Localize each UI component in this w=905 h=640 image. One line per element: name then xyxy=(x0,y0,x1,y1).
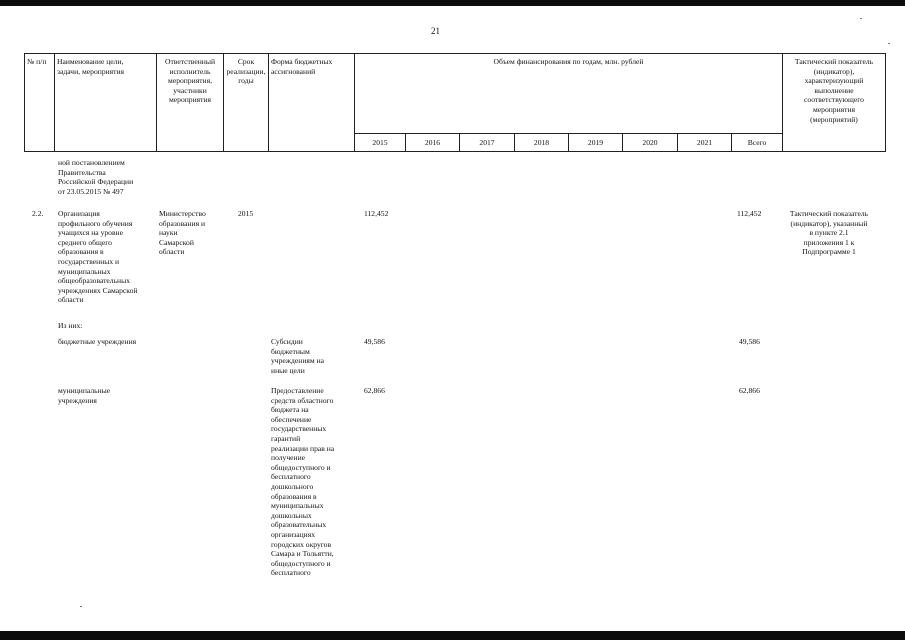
page-number: 21 xyxy=(431,26,440,36)
header-number: № п/п xyxy=(25,54,55,152)
row-municipal-institutions-name: муниципальные учреждения xyxy=(58,386,111,405)
table-header xyxy=(24,53,886,152)
of-which-label: Из них: xyxy=(58,321,83,330)
scan-bottom-edge xyxy=(0,631,905,640)
row-budget-institutions-2015: 49,586 xyxy=(364,337,385,346)
header-budget-form: Форма бюджетных ассигнований xyxy=(269,54,355,152)
row-municipal-institutions-2015: 62,866 xyxy=(364,386,385,395)
row-number: 2.2. xyxy=(32,209,44,218)
row-budget-institutions-name: бюджетные учреждения xyxy=(58,337,137,346)
scan-speck xyxy=(80,606,82,607)
scan-speck xyxy=(860,18,862,19)
row-budget-institutions-total: 49,586 xyxy=(739,337,760,346)
header-responsible: Ответственный исполнитель мероприятия, участники мероприятия xyxy=(157,54,224,152)
header-name: Наименование цели, задачи, мероприятия xyxy=(55,54,157,152)
header-year: 2015 xyxy=(355,134,406,152)
row-responsible: Министерство образования и науки Самарской области xyxy=(159,209,206,257)
continuation-text: ной постановлением Правительства Российской Федерации от 23.05.2015 № 497 xyxy=(58,158,134,196)
row-term: 2015 xyxy=(238,209,254,218)
header-year: 2021 xyxy=(678,134,732,152)
scan-top-edge xyxy=(0,0,905,6)
header-year-total: Всего xyxy=(732,134,783,152)
row-municipal-institutions-form: Предоставление средств областного бюджета на обеспечение государственных гарантий реализации прав на получение общедоступного и бесплатного дошкольного образования в муниципальных дошкольных образовательных организациях городских округов Самара и Тольятти, общедоступного и бесплатного xyxy=(271,386,335,578)
header-indicator: Тактический показатель (индикатор), характеризующий выполнение соответствующего мероприятия (мероприятий) xyxy=(783,54,886,152)
header-year: 2017 xyxy=(460,134,515,152)
header-year: 2020 xyxy=(623,134,678,152)
scan-speck xyxy=(888,43,890,44)
row-indicator: Тактический показатель (индикатор), указанный в пункте 2.1 приложения 1 к Подпрограмме 1 xyxy=(789,209,869,257)
row-budget-institutions-form: Субсидии бюджетным учреждениям на иные цели xyxy=(271,337,325,375)
row-value-2015: 112,452 xyxy=(364,209,389,218)
row-municipal-institutions-total: 62,866 xyxy=(739,386,760,395)
header-year: 2016 xyxy=(406,134,460,152)
row-name: Организация профильного обучения учащихся на уровне среднего общего образования в государственных и муниципальных общеобразовательных учреждениях Самарской области xyxy=(58,209,138,305)
header-year: 2019 xyxy=(569,134,623,152)
header-financing: Объем финансирования по годам, млн. рублей xyxy=(355,54,783,134)
header-term: Срок реализации, годы xyxy=(224,54,269,152)
row-value-total: 112,452 xyxy=(737,209,762,218)
header-year: 2018 xyxy=(515,134,569,152)
